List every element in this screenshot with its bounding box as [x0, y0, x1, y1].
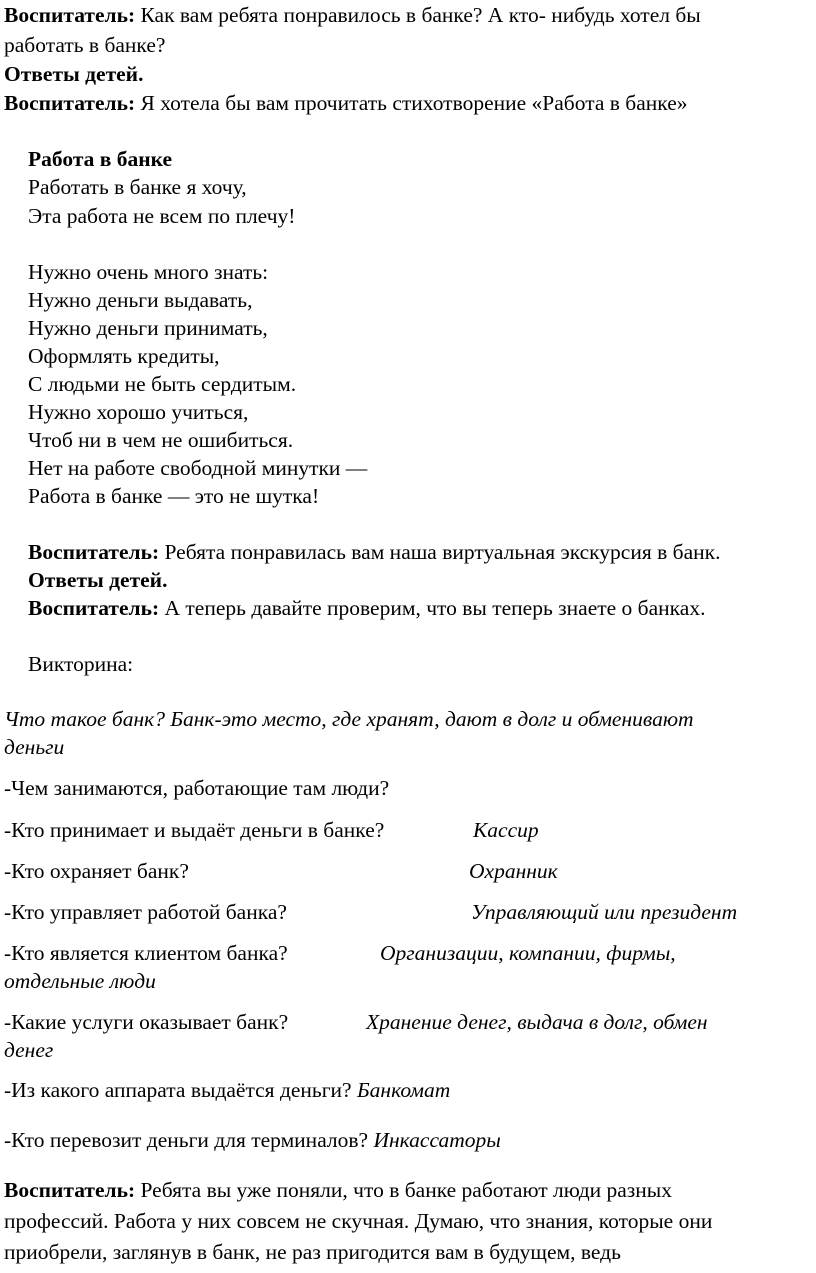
intro-poem-announce: Я хотела бы вам прочитать стихотворение «Работа в банке» — [135, 91, 688, 115]
quiz-answer: Инкассаторы — [373, 1128, 501, 1152]
intro-line-2: работать в банке? — [4, 33, 166, 57]
quiz-answer: Охранник — [469, 859, 558, 883]
quiz-question — [4, 1077, 450, 1103]
quiz-question: -Кто является клиентом банка? — [4, 941, 288, 965]
quiz-answer: Банкомат — [356, 1078, 451, 1102]
quiz-question: -Кто управляет работой банка? — [4, 900, 287, 924]
speaker-label: Воспитатель: — [4, 3, 136, 27]
poem-line: Нужно очень много знать: — [28, 260, 269, 284]
quiz-answer-cont: денег — [4, 1038, 54, 1062]
poem-line: Нет на работе свободной минутки — — [28, 456, 368, 480]
quiz-question — [4, 1127, 501, 1153]
speaker-label: Воспитатель: — [4, 91, 136, 115]
poem-line: Эта работа не всем по плечу! — [28, 204, 296, 228]
speaker-label: Воспитатель: — [28, 596, 160, 620]
quiz-question: -Какие услуги оказывает банк? — [4, 1010, 289, 1034]
speaker-label: Воспитатель: — [28, 540, 160, 564]
quiz-answer: Управляющий или президент — [471, 900, 738, 924]
intro-line-4 — [4, 90, 688, 116]
poem-line: Нужно хорошо учиться, — [28, 400, 249, 424]
quiz-answer: Кассир — [473, 818, 539, 842]
teacher-line — [28, 539, 720, 565]
teacher-line — [28, 595, 705, 621]
poem-line: Нужно деньги принимать, — [28, 316, 268, 340]
intro-question: Как вам ребята понравилось в банке? А кто- нибудь хотел бы — [135, 3, 701, 27]
quiz-question-1: Что такое банк? Банк-это место, где хранят, дают в долг и обменивают — [4, 707, 694, 731]
quiz-answer: Организации, компании, фирмы, — [380, 941, 676, 965]
poem-line: Чтоб ни в чем не ошибиться. — [28, 428, 294, 452]
poem-line: С людьми не быть сердитым. — [28, 372, 297, 396]
speaker-label: Воспитатель: — [4, 1178, 136, 1202]
children-answers: Ответы детей. — [4, 62, 144, 86]
quiz-answer-cont: отдельные люди — [4, 969, 156, 993]
quiz-question-text: -Из какого аппарата выдаётся деньги? — [4, 1078, 357, 1102]
quiz-question: -Кто охраняет банк? — [4, 859, 189, 883]
closing-line-3: приобрели, заглянув в банк, не раз пригодится вам в будущем, ведь — [4, 1240, 621, 1264]
quiz-question-1-cont: деньги — [4, 735, 65, 759]
closing-text: Ребята вы уже поняли, что в банке работают люди разных — [135, 1178, 672, 1202]
closing-line-2: профессий. Работа у них совсем не скучная. Думаю, что знания, которые они — [4, 1209, 713, 1233]
children-answers: Ответы детей. — [28, 568, 168, 592]
quiz-question: -Чем занимаются, работающие там люди? — [4, 776, 390, 800]
poem-line: Нужно деньги выдавать, — [28, 288, 253, 312]
poem-line: Оформлять кредиты, — [28, 344, 220, 368]
quiz-question: -Кто принимает и выдаёт деньги в банке? — [4, 818, 385, 842]
quiz-question-text: -Кто перевозит деньги для терминалов? — [4, 1128, 374, 1152]
intro-line-1 — [4, 2, 701, 28]
poem-line: Работа в банке — это не шутка! — [28, 484, 320, 508]
quiz-heading: Викторина: — [28, 652, 134, 676]
teacher-text: А теперь давайте проверим, что вы теперь знаете о банках. — [159, 596, 706, 620]
poem-title: Работа в банке — [28, 147, 173, 171]
quiz-answer: Хранение денег, выдача в долг, обмен — [366, 1010, 708, 1034]
poem-line: Работать в банке я хочу, — [28, 175, 247, 199]
teacher-text: Ребята понравилась вам наша виртуальная экскурсия в банк. — [159, 540, 721, 564]
closing-line-1 — [4, 1177, 672, 1203]
